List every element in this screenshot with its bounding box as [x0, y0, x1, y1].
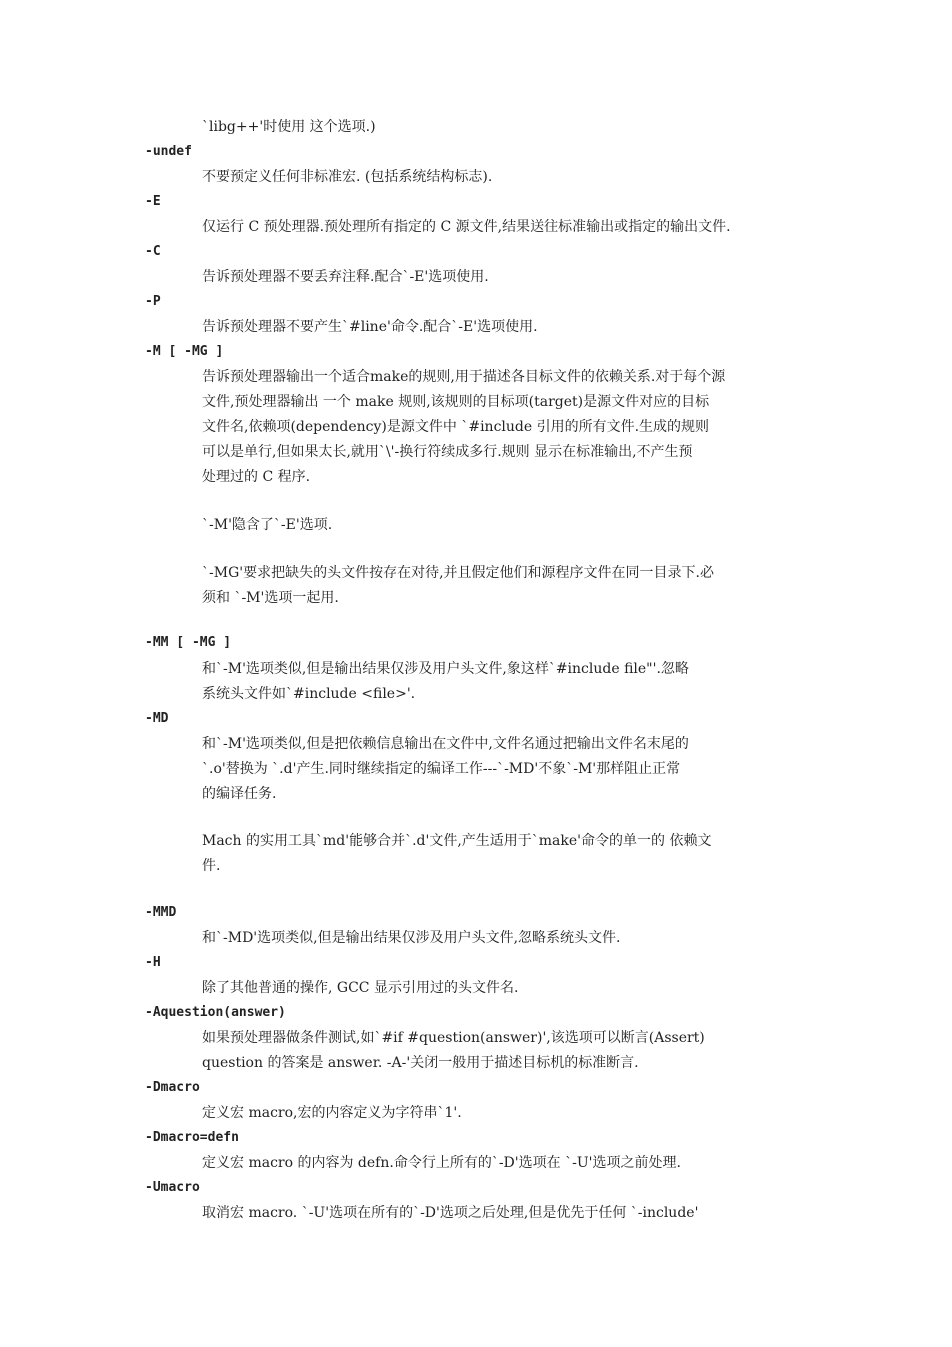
- option-term: -MMD: [145, 905, 177, 920]
- option-term: -Aquestion(answer): [145, 1005, 286, 1020]
- option-term: -MM [ -MG ]: [145, 635, 232, 650]
- option-description: 文件名,依赖项(dependency)是源文件中 `#include 引用的所有文件.生成的规则: [202, 419, 710, 435]
- option-description: 告诉预处理器输出一个适合make的规则,用于描述各目标文件的依赖关系.对于每个源: [202, 369, 726, 385]
- option-description: 除了其他普通的操作, GCC 显示引用过的头文件名.: [202, 980, 519, 996]
- option-description: 的编译任务.: [202, 786, 277, 802]
- option-term: -Umacro: [145, 1180, 200, 1195]
- option-description: 不要预定义任何非标准宏. (包括系统结构标志).: [202, 169, 493, 185]
- option-description: 和`-M'选项类似,但是把依赖信息输出在文件中,文件名通过把输出文件名末尾的: [202, 736, 689, 752]
- option-term: -undef: [145, 144, 192, 159]
- option-description: `-M'隐含了`-E'选项.: [202, 517, 333, 533]
- option-term: -M [ -MG ]: [145, 344, 224, 359]
- option-description: 仅运行 C 预处理器.预处理所有指定的 C 源文件,结果送往标准输出或指定的输出文件.: [202, 219, 731, 235]
- option-description: 系统头文件如`#include <file>'.: [202, 686, 416, 702]
- option-description: question 的答案是 answer. -A-'关闭一般用于描述目标机的标准断言.: [202, 1055, 639, 1071]
- option-term: -Dmacro=defn: [145, 1130, 239, 1145]
- option-term: -C: [145, 244, 161, 259]
- option-description: `-MG'要求把缺失的头文件按存在对待,并且假定他们和源程序文件在同一目录下.必: [202, 565, 714, 581]
- option-description: `.o'替换为 `.d'产生.同时继续指定的编译工作---`-MD'不象`-M'那样阻止正常: [202, 761, 681, 777]
- option-description: 如果预处理器做条件测试,如`#if #question(answer)',该选项可以断言(Assert): [202, 1030, 705, 1046]
- option-description: 须和 `-M'选项一起用.: [202, 590, 339, 606]
- text-line: `libg++'时使用 这个选项.): [202, 119, 376, 135]
- option-term: -MD: [145, 711, 169, 726]
- option-description: 文件,预处理器输出 一个 make 规则,该规则的目标项(target)是源文件对应的目标: [202, 394, 710, 410]
- option-description: 可以是单行,但如果太长,就用`\'-换行符续成多行.规则 显示在标准输出,不产生预: [202, 444, 693, 460]
- option-description: 件.: [202, 858, 221, 874]
- option-description: 告诉预处理器不要产生`#line'命令.配合`-E'选项使用.: [202, 319, 538, 335]
- option-description: 定义宏 macro,宏的内容定义为字符串`1'.: [202, 1105, 462, 1121]
- option-description: Mach 的实用工具`md'能够合并`.d'文件,产生适用于`make'命令的单一的 依赖文: [202, 833, 712, 849]
- option-term: -Dmacro: [145, 1080, 200, 1095]
- option-term: -H: [145, 955, 161, 970]
- option-description: 和`-MD'选项类似,但是输出结果仅涉及用户头文件,忽略系统头文件.: [202, 930, 621, 946]
- option-description: 和`-M'选项类似,但是输出结果仅涉及用户头文件,象这样`#include file"'.忽略: [202, 661, 689, 677]
- option-description: 定义宏 macro 的内容为 defn.命令行上所有的`-D'选项在 `-U'选项之前处理.: [202, 1155, 681, 1171]
- option-description: 告诉预处理器不要丢弃注释.配合`-E'选项使用.: [202, 269, 489, 285]
- option-term: -E: [145, 194, 161, 209]
- option-description: 处理过的 C 程序.: [202, 469, 311, 485]
- option-description: 取消宏 macro. `-U'选项在所有的`-D'选项之后处理,但是优先于任何 `-include': [202, 1205, 699, 1221]
- option-term: -P: [145, 294, 161, 309]
